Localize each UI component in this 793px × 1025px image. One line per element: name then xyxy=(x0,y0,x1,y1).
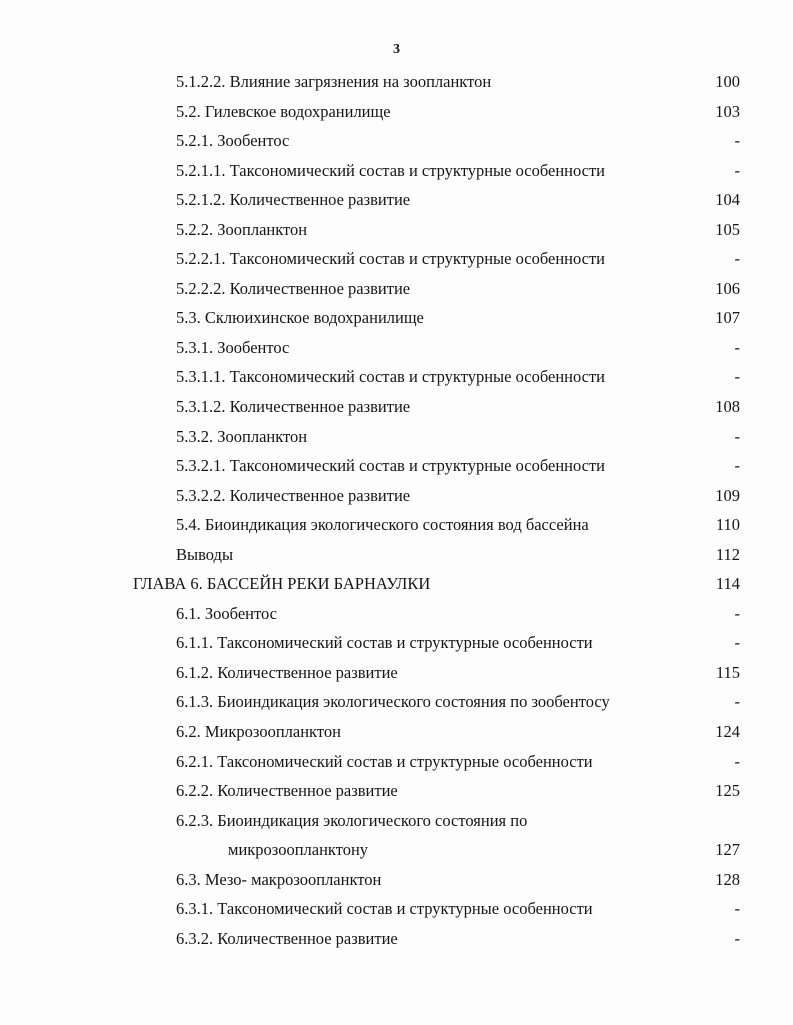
toc-entry-title: 6.1.3. Биоиндикация экологического состояния по зообентосу xyxy=(176,692,610,712)
toc-entry-page: - xyxy=(734,928,740,948)
toc-entry-title: 6.2. Микрозоопланктон xyxy=(176,722,341,742)
toc-entry-page: 107 xyxy=(715,308,740,328)
toc-entry-row xyxy=(0,687,793,717)
toc-entry-row xyxy=(0,599,793,629)
toc-entry-row xyxy=(0,894,793,924)
toc-entry-row xyxy=(0,392,793,422)
toc-entry-title: 6.1. Зообентос xyxy=(176,603,277,623)
toc-entry-title: 5.1.2.2. Влияние загрязнения на зоопланктон xyxy=(176,72,492,91)
toc-entry-title: 6.2.1. Таксономический состав и структурные особенности xyxy=(176,751,593,771)
toc-entry-title: 5.3. Склюихинское водохранилище xyxy=(176,308,424,328)
toc-entry-row xyxy=(0,156,793,186)
toc-entry-title: микрозоопланктону xyxy=(228,840,369,860)
toc-entry-row xyxy=(0,776,793,806)
toc-entry-title: 5.2. Гилевское водохранилище xyxy=(176,101,391,121)
toc-entry-page: - xyxy=(734,456,740,476)
toc-entry-row xyxy=(0,835,793,865)
toc-entry-page: 106 xyxy=(715,278,740,298)
toc-entry-title: 6.2.2. Количественное развитие xyxy=(176,781,398,801)
toc-chapter-row xyxy=(0,569,793,599)
toc-entry-row xyxy=(0,481,793,511)
toc-entry-title: 5.2.2. Зоопланктон xyxy=(176,219,308,239)
toc-entry-row xyxy=(0,274,793,304)
toc-entry-row xyxy=(0,126,793,156)
toc-entry-page: 104 xyxy=(715,190,740,210)
toc-entry-row xyxy=(0,67,793,97)
toc-entry-page: - xyxy=(734,249,740,269)
toc-entry-row xyxy=(0,303,793,333)
toc-entry-row xyxy=(0,924,793,954)
toc-entry-row xyxy=(0,628,793,658)
toc-entry-row xyxy=(0,422,793,452)
toc-entry-title: 5.2.1. Зообентос xyxy=(176,131,290,151)
toc-entry-title: 5.2.1.2. Количественное развитие xyxy=(176,190,411,210)
toc-entry-row xyxy=(0,244,793,274)
toc-entry-row xyxy=(0,658,793,688)
toc-entry-title: 5.2.2.1. Таксономический состав и структурные особенности xyxy=(176,249,605,269)
toc-entry-page: - xyxy=(734,337,740,357)
toc-entry-page: 109 xyxy=(715,485,740,505)
toc-entry-row xyxy=(0,717,793,747)
toc-entry-row xyxy=(0,185,793,215)
toc-entry-page: 105 xyxy=(715,219,740,239)
toc-entry-row xyxy=(0,747,793,777)
toc-entry-title: 5.3.2.1. Таксономический состав и структурные особенности xyxy=(176,456,605,476)
page-number: 3 xyxy=(393,42,400,57)
toc-entry-title: 5.3.2.2. Количественное развитие xyxy=(176,485,411,505)
toc-entry-row xyxy=(0,215,793,245)
toc-entry-page: 108 xyxy=(715,397,740,417)
toc-entry-title: 6.3.1. Таксономический состав и структурные особенности xyxy=(176,899,593,919)
toc-entry-page: - xyxy=(734,131,740,151)
toc-entry-title: 6.3. Мезо- макрозоопланктон xyxy=(176,869,382,889)
toc-entry-page: - xyxy=(734,426,740,446)
toc-entry-title: 5.3.1.2. Количественное развитие xyxy=(176,397,411,417)
toc-entry-page: 103 xyxy=(715,101,740,121)
toc-entry-page: - xyxy=(734,751,740,771)
toc-entry-title: 5.2.2.2. Количественное развитие xyxy=(176,278,411,298)
toc-entry-row xyxy=(0,865,793,895)
toc-entry-row xyxy=(0,806,793,836)
toc-entry-page: 128 xyxy=(715,869,740,889)
toc-entry-page: - xyxy=(734,160,740,180)
toc-entry-page: 110 xyxy=(715,515,740,535)
toc-entry-row xyxy=(0,333,793,363)
toc-entry-page: 127 xyxy=(715,840,740,860)
toc-entry-page: - xyxy=(734,603,740,623)
toc-entry-page: 112 xyxy=(715,544,740,564)
toc-entry-title: 5.4. Биоиндикация экологического состояния вод бассейна xyxy=(176,515,589,535)
toc-entry-title: 6.2.3. Биоиндикация экологического состояния по xyxy=(176,810,528,830)
toc-entry-row xyxy=(0,510,793,540)
toc-entry-page: 115 xyxy=(715,662,740,682)
toc-entry-title: 6.1.1. Таксономический состав и структурные особенности xyxy=(176,633,593,653)
toc-entry-title: 5.3.1.1. Таксономический состав и структурные особенности xyxy=(176,367,605,387)
toc-entry-title: ГЛАВА 6. БАССЕЙН РЕКИ БАРНАУЛКИ xyxy=(133,574,431,594)
table-of-contents xyxy=(0,67,793,953)
toc-entry-title: 5.3.1. Зообентос xyxy=(176,337,290,357)
toc-entry-title: 6.1.2. Количественное развитие xyxy=(176,662,398,682)
toc-entry-title: Выводы xyxy=(176,544,234,564)
toc-entry-page: 114 xyxy=(715,574,740,594)
toc-entry-page: - xyxy=(734,692,740,712)
toc-entry-title: 6.3.2. Количественное развитие xyxy=(176,928,398,948)
toc-entry-title: 5.3.2. Зоопланктон xyxy=(176,426,308,446)
toc-entry-page: 125 xyxy=(715,781,740,801)
toc-entry-page: 124 xyxy=(715,722,740,742)
toc-entry-page: - xyxy=(734,367,740,387)
toc-entry-page: - xyxy=(734,633,740,653)
toc-entry-row xyxy=(0,451,793,481)
toc-entry-page: 100 xyxy=(715,72,740,91)
toc-entry-row xyxy=(0,362,793,392)
toc-entry-page: - xyxy=(734,899,740,919)
toc-entry-title: 5.2.1.1. Таксономический состав и структурные особенности xyxy=(176,160,605,180)
toc-entry-row xyxy=(0,97,793,127)
toc-entry-row xyxy=(0,540,793,570)
